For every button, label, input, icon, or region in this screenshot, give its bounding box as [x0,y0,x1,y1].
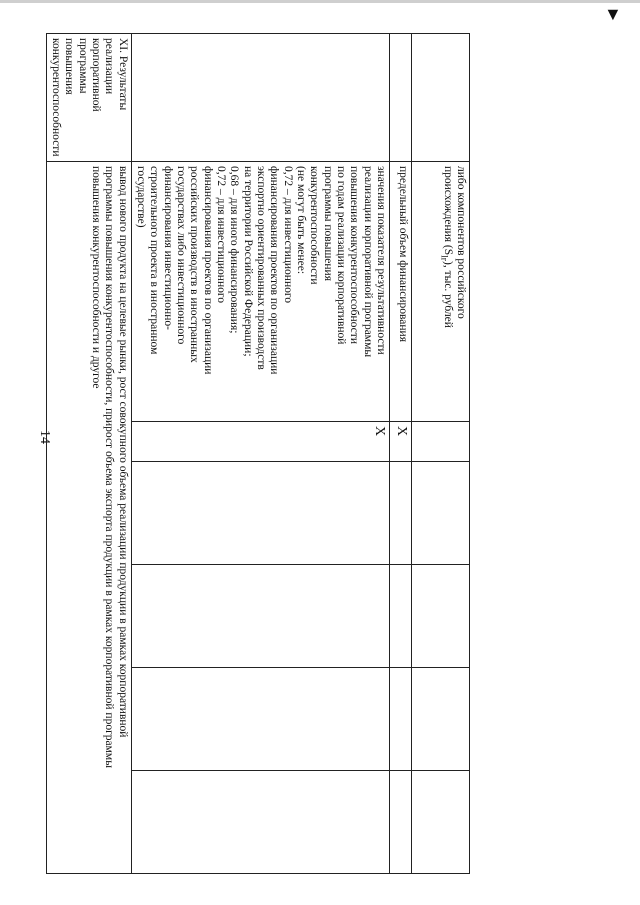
empty-cell [390,565,412,668]
empty-cell [131,668,389,771]
empty-cell [412,668,470,771]
results-text-cell: вывод нового продукта на целевые рынки, рост совокупного объема реализации продукции в рамках корпоративной программы повышения конкурентоспособности, прирост объема экспорта продукции в рамках корпоративной программы повышения конкурентоспособности и другое [46,162,131,874]
rotated-page-content [50,33,470,873]
program-table [46,33,470,874]
x-mark: X [131,422,389,462]
table-row [390,34,412,874]
description-subscript: lr [438,255,450,261]
scan-edge [0,0,640,3]
description-cell: значения показателя результативности реализации корпоративной программы повышения конкурентоспособности по годам реализации корпоративной программы повышения конкурентоспособности (не могут быть менее: 0,72 – для инвестиционного финансирования проектов по организации экспортно ориентированных производств на территории Российской Федерации; 0,68 – для иного финансирования; 0,72 – для инвестиционного финансирования проектов по организации российских производств в иностранных государствах либо инвестиционного финансирования инвестиционно- строительного проекта в иностранном государстве) [131,162,389,422]
empty-cell [131,771,389,874]
section-cell [131,34,389,162]
x-mark: X [390,422,412,462]
page-number: 14 [37,430,52,444]
description-cell [412,162,470,422]
table-row [412,34,470,874]
description-tail: ), тыс. рублей [441,261,454,328]
section-title-cell: XI. Результаты реализации корпоративной программы повышения конкурентоспособности [46,34,131,162]
empty-cell [390,771,412,874]
empty-cell [412,771,470,874]
description-cell: предельный объем финансирования [390,162,412,422]
empty-cell [131,462,389,565]
table-row [131,34,389,874]
x-cell [412,422,470,462]
empty-cell [412,565,470,668]
description-text: либо компонентов российского происхождения (S [441,166,467,319]
empty-cell [390,462,412,565]
empty-cell [412,462,470,565]
table-row [46,34,131,874]
corner-mark: ▼ [604,4,622,24]
empty-cell [390,668,412,771]
section-cell [390,34,412,162]
empty-cell [131,565,389,668]
section-cell [412,34,470,162]
